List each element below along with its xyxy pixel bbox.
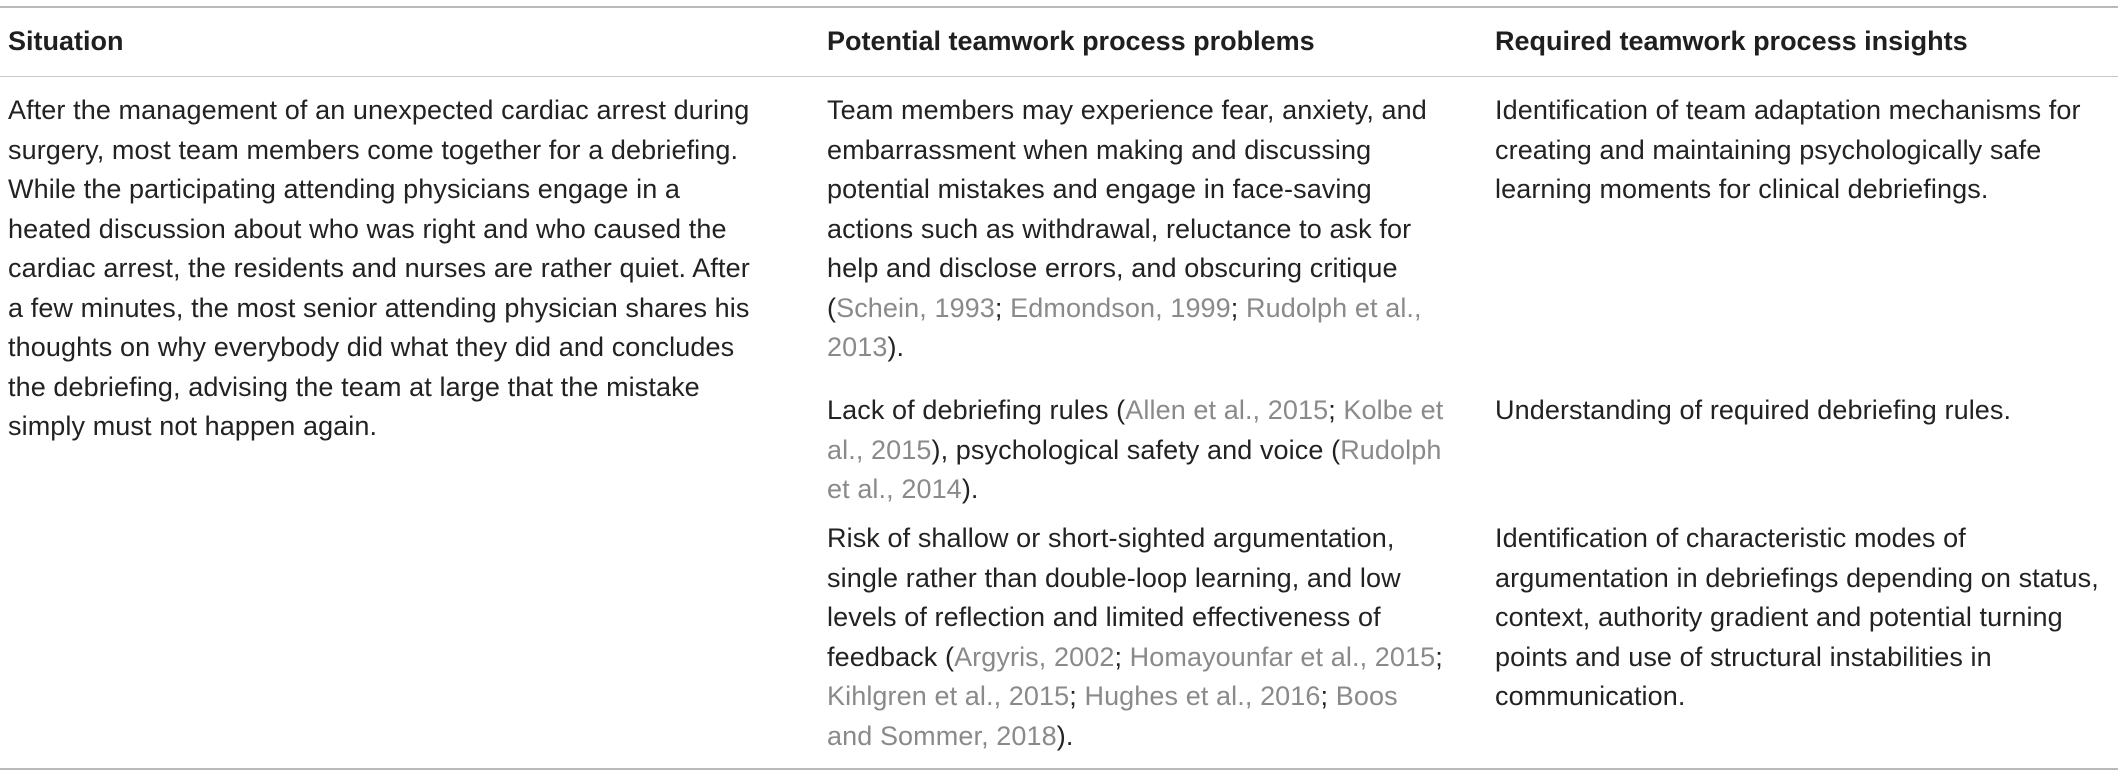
top-rule bbox=[0, 6, 2118, 8]
row-3-insight: Identification of characteristic modes of argumentation in debriefings depending on status, context, authority gradient and potential turning points and use of structural instabilities in communication. bbox=[1495, 523, 2099, 711]
row-2-problem bbox=[827, 391, 1447, 510]
header-required-insights: Required teamwork process insights bbox=[1495, 26, 1968, 56]
bottom-rule bbox=[0, 768, 2118, 770]
row-3-problem-ref-2[interactable]: Homayounfar et al., 2015 bbox=[1129, 641, 1436, 672]
row-3-problem-text-6: ). bbox=[1056, 720, 1074, 751]
row-1-problem-ref-1[interactable]: Schein, 1993 bbox=[836, 292, 995, 323]
row-2-problem-ref-2[interactable]: Kolbe et al., 2015 bbox=[827, 395, 1444, 465]
row-3-problem-ref-5[interactable]: Boos and Sommer, 2018 bbox=[827, 681, 1398, 751]
row-1-problem-text-1: Team members may experience fear, anxiety, and embarrassment when making and discussing potential mistakes and engage in face-saving actions such as withdrawal, reluctance to ask for help and disclose errors, and obscuring critique ( bbox=[827, 95, 1427, 323]
row-2-problem-text-4: ). bbox=[961, 474, 979, 504]
header-situation: Situation bbox=[8, 26, 124, 56]
row-1-insight: Identification of team adaptation mechanisms for creating and maintaining psychologically safe learning moments for clinical debriefings. bbox=[1495, 95, 2081, 204]
row-2-problem-text-2: ; bbox=[1328, 395, 1344, 425]
row-1-problem-ref-3[interactable]: Rudolph et al., 2013 bbox=[827, 292, 1422, 362]
row-3-problem-text-3: ; bbox=[1435, 641, 1443, 672]
row-3-problem bbox=[827, 519, 1447, 756]
row-3-problem-text-5: ; bbox=[1320, 681, 1336, 711]
row-3-problem-ref-4[interactable]: Hughes et al., 2016 bbox=[1084, 681, 1321, 711]
row-3-problem-text-1: Risk of shallow or short-sighted argumentation, single rather than double-loop learning, and low levels of reflection and limited effectiveness of feedback ( bbox=[827, 523, 1401, 672]
header-rule bbox=[0, 76, 2118, 77]
row-3-problem-text-4: ; bbox=[1069, 681, 1085, 711]
row-3-problem-ref-1[interactable]: Argyris, 2002 bbox=[954, 641, 1115, 672]
row-1-problem-text-2: ; bbox=[994, 292, 1011, 323]
header-potential-problems: Potential teamwork process problems bbox=[827, 26, 1315, 56]
row-2-problem-ref-1[interactable]: Allen et al., 2015 bbox=[1125, 395, 1329, 425]
row-1-problem-ref-2[interactable]: Edmondson, 1999 bbox=[1010, 292, 1231, 323]
row-3-problem-ref-3[interactable]: Kihlgren et al., 2015 bbox=[827, 681, 1070, 711]
row-2-problem-text-3: ), psychological safety and voice ( bbox=[931, 434, 1341, 465]
situation-text: After the management of an unexpected cardiac arrest during surgery, most team members come together for a debriefing. While the participating attending physicians engage in a heated discussion about who was right and who caused the cardiac arrest, the residents and nurses are rather quiet. After a few minutes, the most senior attending physician shares his thoughts on why everybody did what they did and concludes the debriefing, advising the team at large that the mistake simply must not happen again. bbox=[8, 95, 750, 441]
row-1-problem-text-4: ). bbox=[887, 332, 905, 362]
row-1-problem bbox=[827, 91, 1447, 368]
row-1-problem-text-3: ; bbox=[1230, 292, 1246, 323]
row-2-insight: Understanding of required debriefing rules. bbox=[1495, 395, 2012, 425]
row-2-problem-text-1: Lack of debriefing rules ( bbox=[827, 395, 1126, 425]
row-2-problem-ref-3[interactable]: Rudolph et al., 2014 bbox=[827, 434, 1442, 504]
row-3-problem-text-2: ; bbox=[1114, 641, 1130, 672]
